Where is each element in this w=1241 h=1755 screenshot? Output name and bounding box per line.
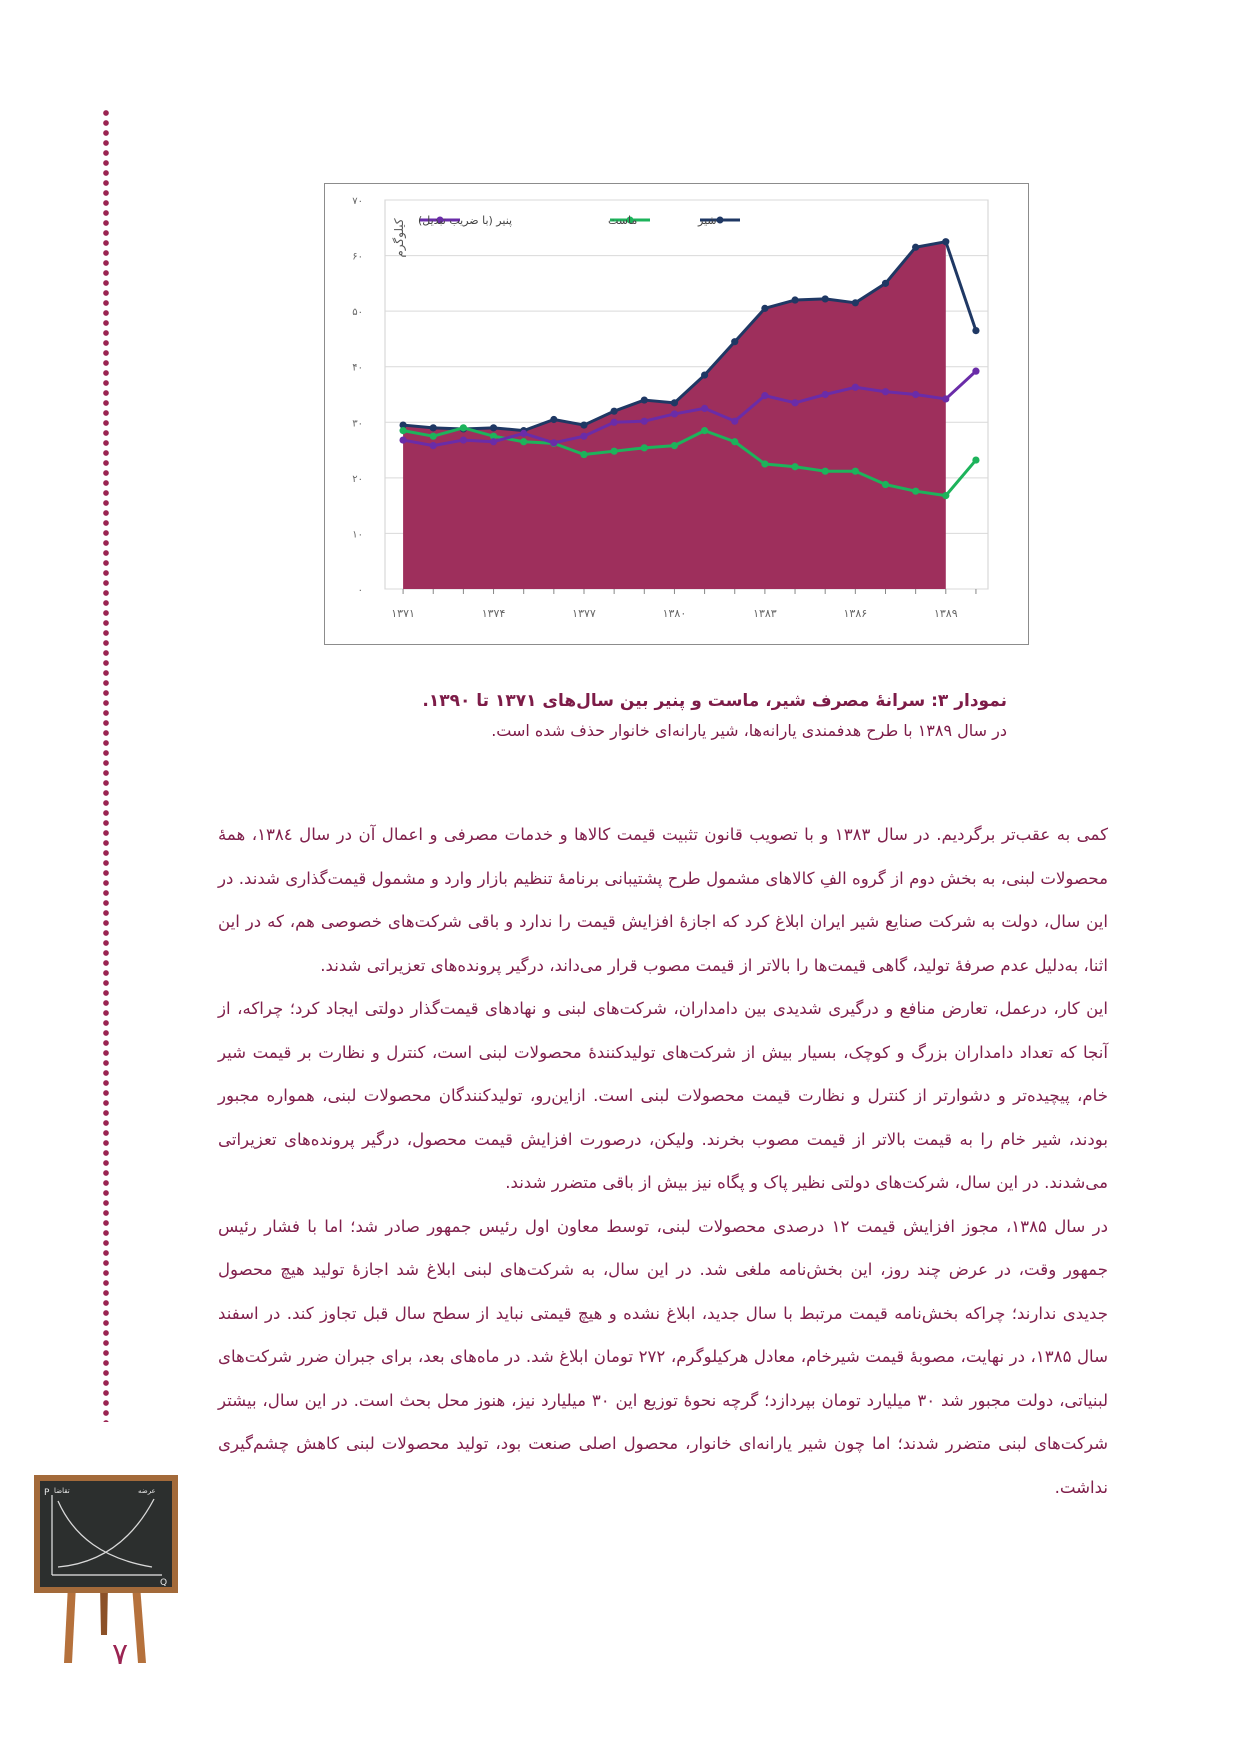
series-point-2 bbox=[490, 438, 497, 445]
y-tick-label: ۵۰ bbox=[352, 307, 363, 319]
series-point-1 bbox=[611, 448, 618, 455]
series-point-1 bbox=[972, 456, 979, 463]
series-point-2 bbox=[641, 418, 648, 425]
series-point-0 bbox=[671, 399, 678, 406]
y-tick-label: ۲۰ bbox=[352, 473, 363, 485]
series-point-1 bbox=[701, 427, 708, 434]
series-point-1 bbox=[671, 442, 678, 449]
legend-label-1: ماست bbox=[608, 214, 638, 227]
board-q-label: Q bbox=[160, 1578, 168, 1588]
series-point-0 bbox=[550, 416, 557, 423]
x-tick-label: ۱۳۸۹ bbox=[933, 607, 958, 620]
series-point-0 bbox=[641, 396, 648, 403]
series-point-0 bbox=[430, 424, 437, 431]
series-point-1 bbox=[791, 463, 798, 470]
series-point-2 bbox=[550, 439, 557, 446]
series-point-0 bbox=[882, 280, 889, 287]
y-tick-label: ۱۰ bbox=[352, 529, 363, 541]
series-point-1 bbox=[460, 424, 467, 431]
series-point-2 bbox=[611, 419, 618, 426]
caption-title: نمودار ۳: سرانۀ مصرف شیر، ماست و پنیر بین سال‌های ۱۳۷۱ تا ۱۳۹۰. bbox=[422, 691, 1007, 711]
series-point-1 bbox=[912, 488, 919, 495]
board-supply-label: عرضه bbox=[138, 1487, 156, 1495]
series-point-1 bbox=[520, 438, 527, 445]
series-point-1 bbox=[641, 444, 648, 451]
easel-leg-left bbox=[64, 1585, 76, 1663]
paragraph-2: این کار، درعمل، تعارض منافع و درگیری شدیدی بین دامداران، شرکت‌های لبنی و نهادهای قیمت‌گذار دولتی ایجاد کرد؛ چراکه، از آنجا که تعداد دامداران بزرگ و کوچک، بسیار بیش از شرکت‌های تولیدکنندۀ محصولات لبنی است، کنترل و نظارت بر قیمت شیر خام، پیچیده‌تر و دشوارتر از کنترل و نظارت قیمت محصولات لبنی است. ازاین‌رو، تولیدکنندگان محصولات لبنی، همواره مجبور بودند، شیر خام را به قیمت بالاتر از قیمت مصوب بخرند. ولیکن، درصورت افزایش قیمت محصول، درگیر پرونده‌های تعزیراتی می‌شدند. در این سال، شرکت‌های دولتی نظیر پاک و پگاه نیز بیش از باقی متضرر شدند. bbox=[218, 999, 1108, 1192]
y-tick-label: ۷۰ bbox=[352, 196, 363, 207]
legend-label-0: شیر bbox=[698, 214, 717, 227]
y-tick-label: ۴۰ bbox=[352, 362, 363, 374]
series-point-1 bbox=[430, 433, 437, 440]
series-point-2 bbox=[520, 430, 527, 437]
series-point-2 bbox=[671, 410, 678, 417]
series-point-2 bbox=[882, 388, 889, 395]
legend-label-2: پنیر (با ضریب تبدیل) bbox=[418, 214, 513, 227]
series-point-2 bbox=[791, 399, 798, 406]
series-point-1 bbox=[852, 468, 859, 475]
series-point-2 bbox=[912, 391, 919, 398]
series-point-2 bbox=[430, 442, 437, 449]
y-axis-label: کیلوگرم bbox=[392, 218, 406, 258]
series-point-2 bbox=[942, 395, 949, 402]
y-tick-label: ۶۰ bbox=[352, 251, 363, 263]
paragraph-1: کمی به عقب‌تر برگردیم. در سال ۱۳۸۳ و با تصویب قانون تثبیت قیمت کالاها و خدمات مصرفی و اعمال آن در سال ۱۳۸٤، همۀ محصولات لبنی، به بخش دوم از گروه الفِ کالاهای مشمول طرح پشتیبانی برنامۀ تنظیم بازار وارد و مشمول قیمت‌گذاری شدند. در این سال، دولت به شرکت صنایع شیر ایران ابلاغ کرد که اجازۀ افزایش قیمت را ندارد و باقی شرکت‌های خصوصی هم، که در این اثنا، به‌دلیل عدم صرفۀ تولید، گاهی قیمت‌ها را بالاتر از قیمت مصوب قرار می‌داند، درگیر پرونده‌های تعزیراتی شدند. bbox=[218, 825, 1108, 975]
chalkboard-illustration bbox=[34, 1475, 178, 1663]
caption-note: در سال ۱۳۸۹ با طرح هدفمندی یارانه‌ها، شیر یارانه‌ای خانوار حذف شده است. bbox=[491, 721, 1007, 740]
x-tick-label: ۱۳۷۴ bbox=[481, 607, 506, 620]
series-point-1 bbox=[399, 427, 406, 434]
series-point-1 bbox=[580, 451, 587, 458]
series-point-0 bbox=[972, 327, 979, 334]
series-point-1 bbox=[731, 438, 738, 445]
y-tick-label: ۳۰ bbox=[352, 418, 363, 430]
paragraph-3: در سال ۱۳۸۵، مجوز افزایش قیمت ۱۲ درصدی محصولات لبنی، توسط معاون اول رئیس جمهور صادر شد؛ اما با فشار رئیس جمهور وقت، در عرض چند روز، این بخش‌نامه ملغی شد. در این سال، به شرکت‌های لبنی ابلاغ شد اجازۀ تولید هیچ محصول جدیدی ندارند؛ چراکه بخش‌نامه قیمت مرتبط با سال جدید، ابلاغ نشده و هیچ قیمتی نباید از سطح سال قبل تجاوز کند. در اسفند سال ۱۳۸۵، در نهایت، مصوبۀ قیمت شیرخام، معادل هرکیلوگرم، ۲۷۲ تومان ابلاغ شد. در ماه‌های بعد، برای جبران ضرر شرکت‌های لبنیاتی، دولت مجبور شد ۳۰ میلیارد تومان بپردازد؛ گرچه نحوۀ توزیع این ۳۰ میلیارد نیز، هنوز محل بحث است. در این سال، بیشتر شرکت‌های لبنی متضرر شدند؛ اما چون شیر یارانه‌ای خانوار، محصول اصلی صنعت بود، تولید محصولات لبنی کاهش چشم‌گیری نداشت. bbox=[218, 1216, 1109, 1497]
series-point-2 bbox=[761, 392, 768, 399]
x-tick-label: ۱۳۸۰ bbox=[662, 607, 687, 620]
series-point-1 bbox=[822, 468, 829, 475]
chart-caption bbox=[300, 686, 1007, 746]
consumption-chart bbox=[324, 183, 1029, 645]
series-point-0 bbox=[761, 305, 768, 312]
x-tick-label: ۱۳۸۳ bbox=[753, 607, 777, 620]
x-tick-label: ۱۳۸۶ bbox=[843, 607, 868, 620]
chart-svg bbox=[325, 184, 1028, 644]
series-point-0 bbox=[852, 299, 859, 306]
series-point-2 bbox=[460, 436, 467, 443]
series-point-0 bbox=[791, 296, 798, 303]
board-p-label: P bbox=[44, 1488, 50, 1498]
series-point-2 bbox=[852, 384, 859, 391]
series-point-0 bbox=[490, 424, 497, 431]
series-point-0 bbox=[731, 338, 738, 345]
x-tick-label: ۱۳۷۷ bbox=[572, 607, 596, 620]
series-point-0 bbox=[942, 238, 949, 245]
series-point-2 bbox=[731, 418, 738, 425]
series-point-1 bbox=[882, 481, 889, 488]
series-point-0 bbox=[822, 295, 829, 302]
y-tick-label: ۰ bbox=[357, 585, 363, 596]
series-point-2 bbox=[822, 391, 829, 398]
series-point-0 bbox=[611, 408, 618, 415]
series-point-2 bbox=[580, 433, 587, 440]
series-point-0 bbox=[912, 244, 919, 251]
series-point-2 bbox=[399, 436, 406, 443]
series-point-2 bbox=[972, 368, 979, 375]
body-text bbox=[218, 813, 1108, 1509]
series-point-1 bbox=[942, 492, 949, 499]
x-tick-label: ۱۳۷۱ bbox=[391, 607, 415, 620]
decorative-dotted-line bbox=[102, 108, 110, 1422]
page-number: ۷ bbox=[111, 1637, 129, 1672]
series-point-0 bbox=[701, 371, 708, 378]
series-point-0 bbox=[580, 421, 587, 428]
legend-marker-0 bbox=[717, 217, 724, 224]
board-demand-label: تقاضا bbox=[54, 1487, 70, 1495]
series-point-2 bbox=[701, 405, 708, 412]
series-point-1 bbox=[761, 460, 768, 467]
board-surface bbox=[40, 1481, 172, 1587]
